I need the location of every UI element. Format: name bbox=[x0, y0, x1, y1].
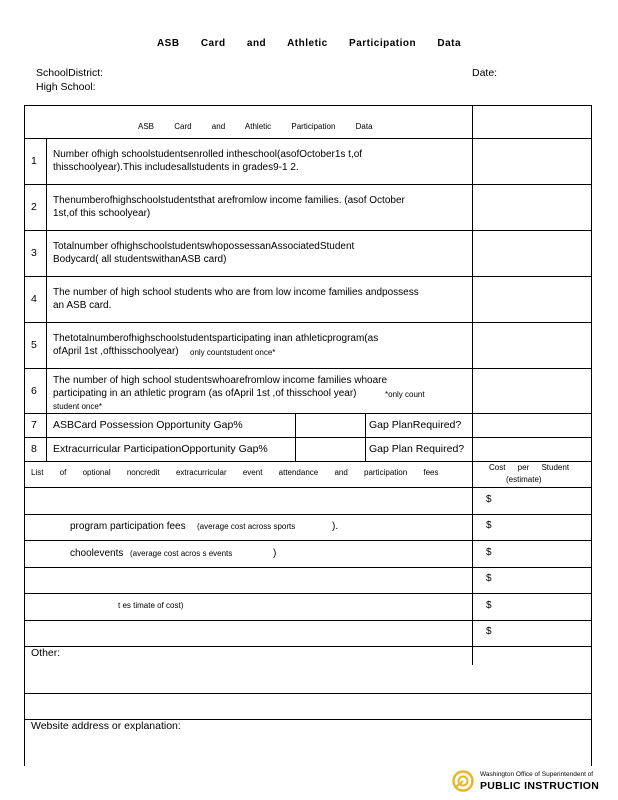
question-text: The number of high school studentswhoarefromlow income families whoare bbox=[53, 375, 388, 386]
cost-dollar: $ bbox=[486, 626, 492, 637]
fee-note: (average cost acros s events bbox=[130, 549, 233, 558]
cost-heading: Cost per Student bbox=[489, 463, 570, 472]
gap-plan-required-label: Gap Plan Required? bbox=[369, 443, 465, 455]
high-school-label: High School: bbox=[36, 81, 96, 93]
question-note: *only count bbox=[385, 390, 425, 399]
row-number: 6 bbox=[31, 385, 37, 397]
website-label: Website address or explanation: bbox=[31, 720, 181, 732]
question-note: student once* bbox=[53, 402, 102, 411]
right-column-divider bbox=[472, 106, 473, 665]
question-text: Number ofhigh schoolstudentsenrolled intheschool(asofOctober1s t,of bbox=[53, 149, 363, 160]
fee-label: choolevents bbox=[70, 548, 124, 559]
cost-dollar: $ bbox=[486, 600, 492, 611]
other-label: Other: bbox=[31, 647, 61, 659]
question-note: only countstudent once* bbox=[190, 348, 276, 357]
row-number: 2 bbox=[31, 201, 37, 213]
question-text: 1st,of this schoolyear) bbox=[53, 208, 151, 219]
question-text: Bodycard( all studentswithanASB card) bbox=[53, 254, 227, 265]
question-text: an ASB card. bbox=[53, 300, 112, 311]
cost-dollar: $ bbox=[486, 520, 492, 531]
question-text: participating in an athletic program (as ofApril 1st ,of thisschool year) bbox=[53, 388, 357, 399]
cost-dollar: $ bbox=[486, 494, 492, 505]
question-text: ofApril 1st ,ofthisschoolyear) bbox=[53, 346, 179, 357]
cost-dollar: $ bbox=[486, 573, 492, 584]
question-text: Thetotalnumberofhighschoolstudentsparticipating inan athleticprogram(as bbox=[53, 333, 379, 344]
fee-label: program participation fees bbox=[70, 521, 186, 532]
gap-plan-required-label: Gap PlanRequired? bbox=[369, 419, 462, 431]
logo-subtitle: Washington Office of Superintendent of bbox=[480, 771, 594, 778]
ospi-logo-icon bbox=[452, 770, 474, 792]
school-district-label: SchoolDistrict: bbox=[36, 67, 104, 79]
fee-note: t es timate of cost) bbox=[118, 601, 184, 610]
row-number: 5 bbox=[31, 339, 37, 351]
row-number: 1 bbox=[31, 155, 37, 167]
fee-note-close: ). bbox=[332, 521, 339, 532]
question-text: The number of high school students who are from low income families andpossess bbox=[53, 287, 419, 298]
table-heading: ASB Card and Athletic Participation Data bbox=[138, 122, 373, 131]
fee-note: (average cost across sports bbox=[197, 522, 296, 531]
asb-gap-label: ASBCard Possession Opportunity Gap% bbox=[53, 419, 243, 431]
row-number: 3 bbox=[31, 247, 37, 259]
logo-title: PUBLIC INSTRUCTION bbox=[480, 780, 600, 792]
cost-dollar: $ bbox=[486, 547, 492, 558]
fee-note-close: ) bbox=[273, 548, 277, 559]
row-number: 7 bbox=[31, 419, 37, 431]
question-text: thisschoolyear).This includesallstudents in grades9-1 2. bbox=[53, 162, 299, 173]
date-label: Date: bbox=[472, 67, 498, 79]
page-title: ASB Card and Athletic Participation Data bbox=[156, 38, 462, 49]
question-text: Thenumberofhighschoolstudentsthat arefromlow income families. (asof October bbox=[53, 195, 405, 206]
fees-heading: List of optional noncredit extracurricular event attendance and participation fees bbox=[31, 468, 439, 477]
row-number: 4 bbox=[31, 293, 37, 305]
question-text: Totalnumber ofhighschoolstudentswhopossessanAssociatedStudent bbox=[53, 241, 355, 252]
extracurricular-gap-label: Extracurricular ParticipationOpportunity Gap% bbox=[53, 443, 268, 455]
row-number: 8 bbox=[31, 443, 37, 455]
cost-heading-estimate: (estimate) bbox=[506, 475, 542, 484]
